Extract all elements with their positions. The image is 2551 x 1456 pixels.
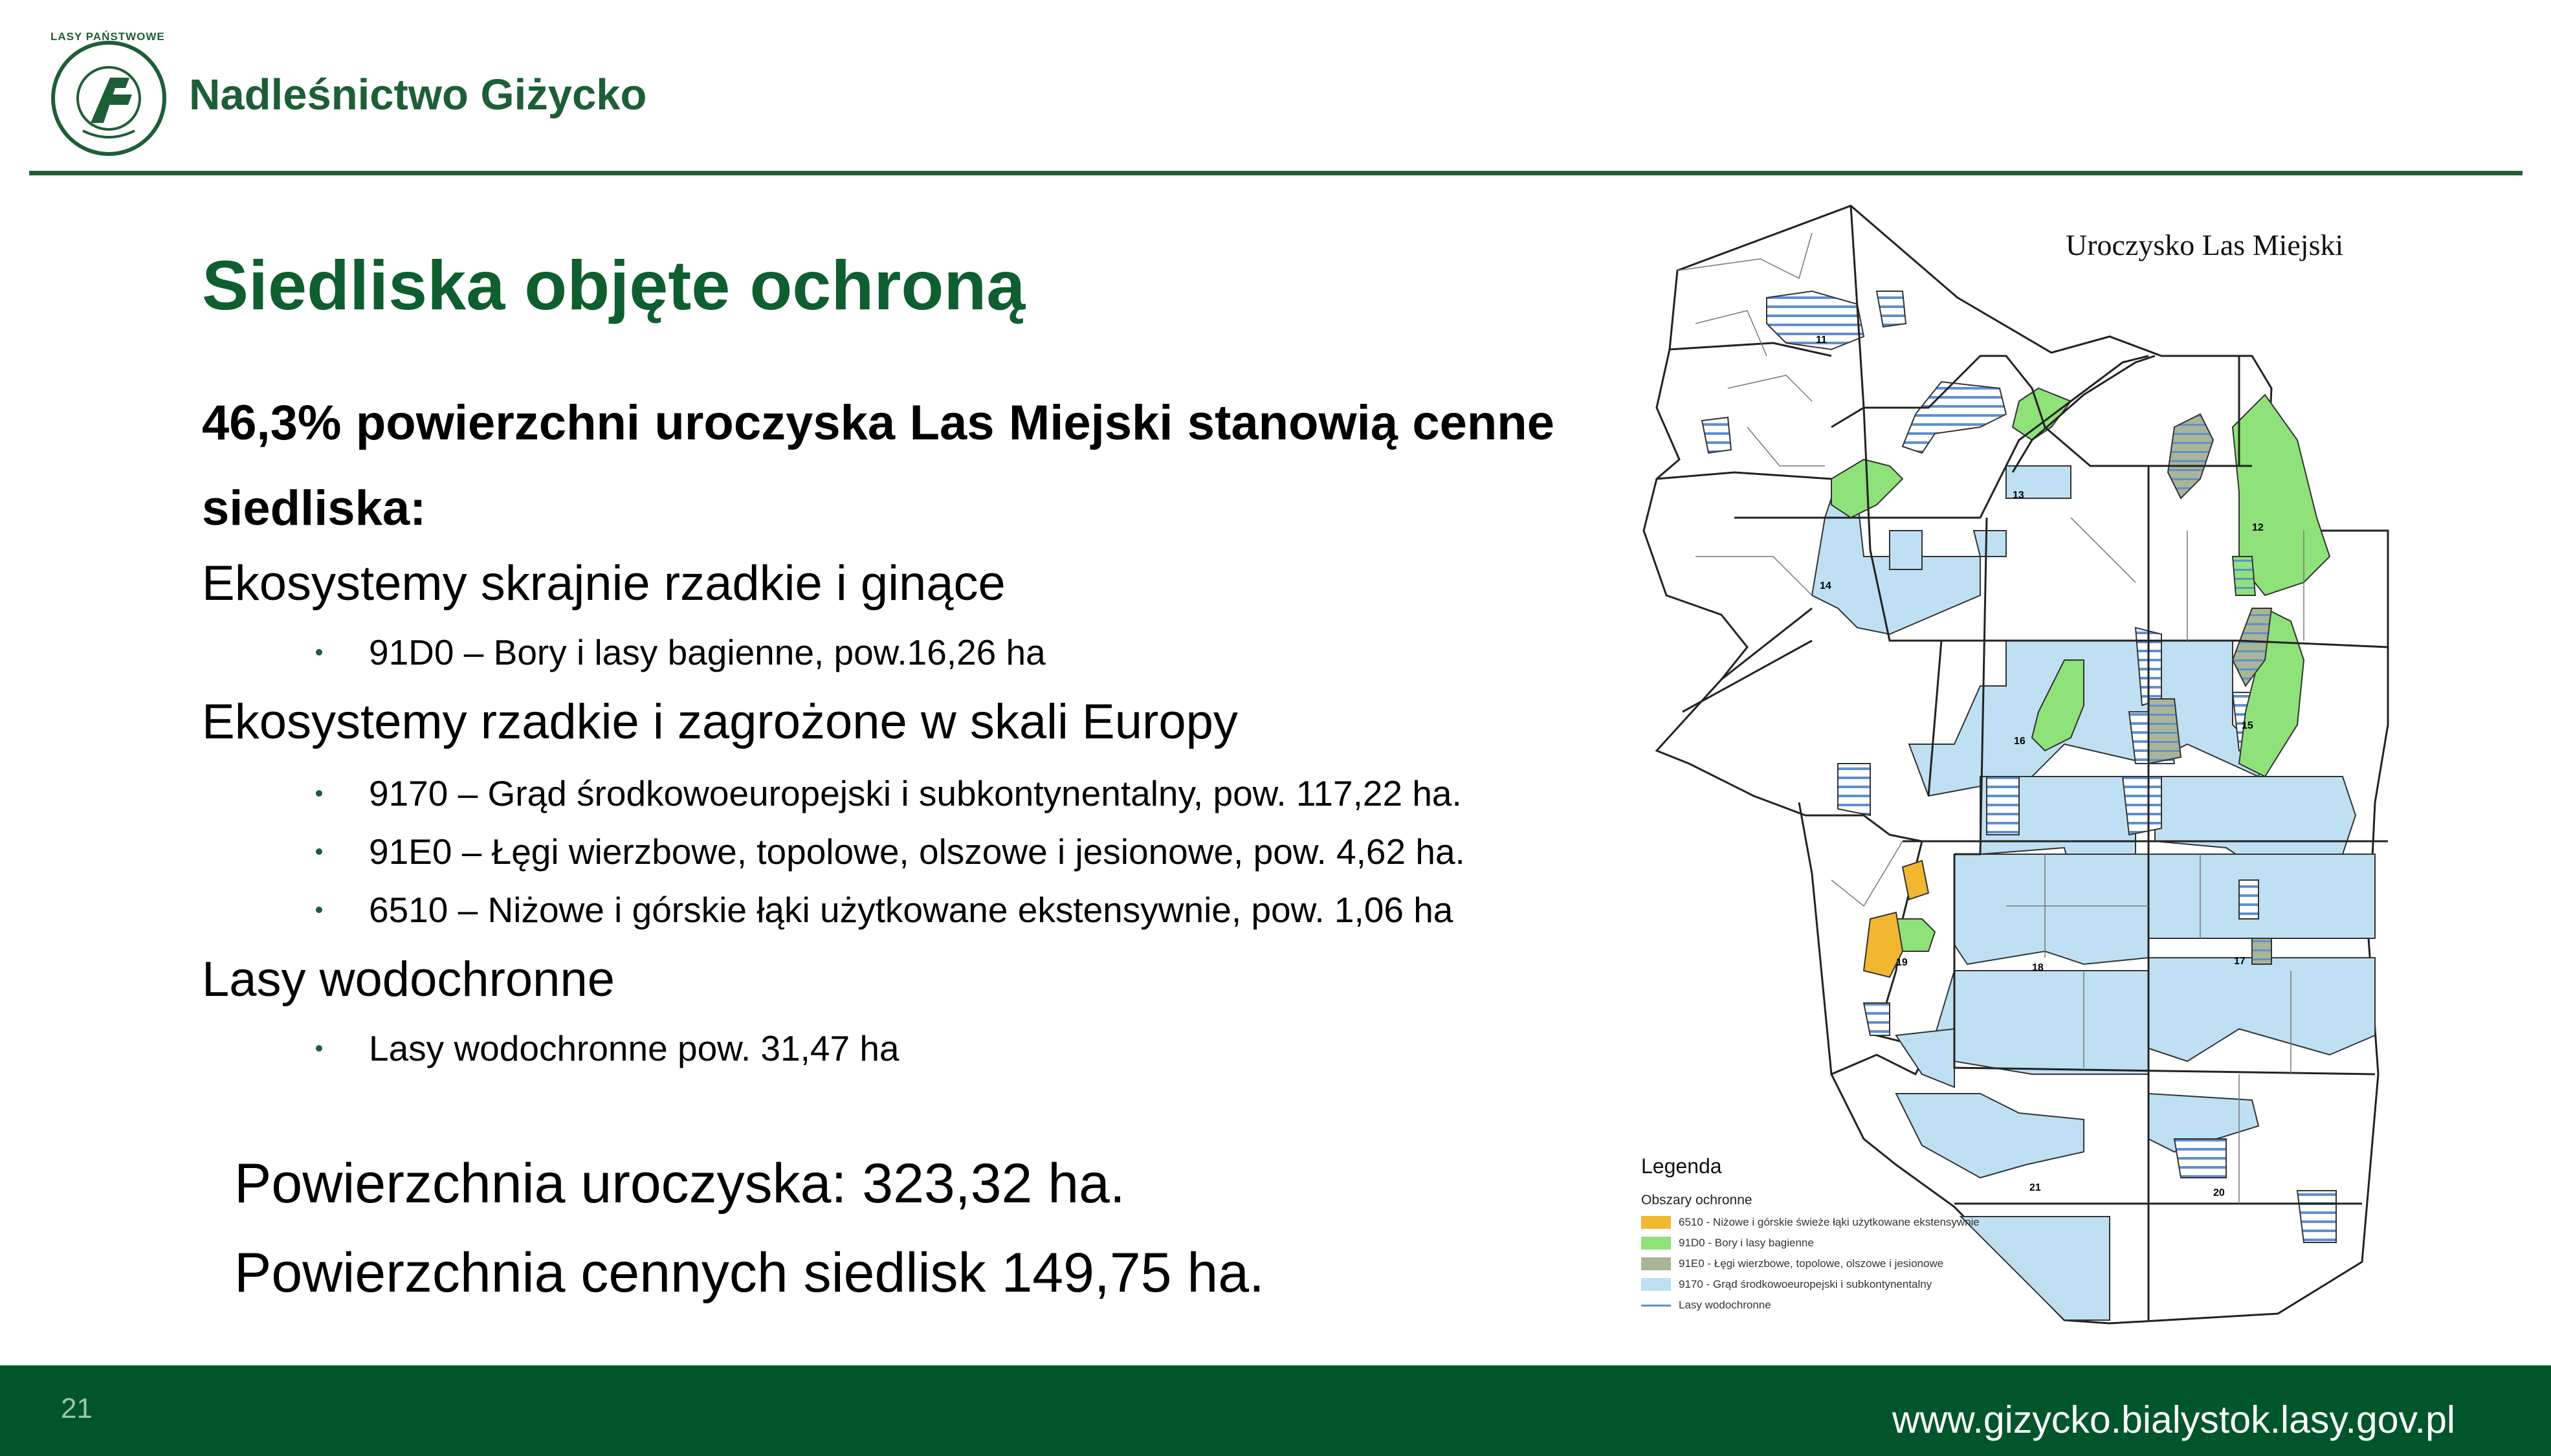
compartment-number: 19 bbox=[1896, 957, 1908, 968]
legend-item bbox=[1641, 1299, 2055, 1312]
logo-text: LASY PAŃSTWOWE bbox=[50, 30, 165, 43]
list-item bbox=[316, 889, 1453, 931]
legend-label: 91D0 - Bory i lasy bagienne bbox=[1679, 1237, 1814, 1249]
list-item bbox=[316, 773, 1462, 814]
legend-swatch-6510 bbox=[1641, 1216, 1671, 1229]
list-item-text: 91D0 – Bory i lasy bagienne, pow.16,26 ha bbox=[369, 632, 1046, 672]
compartment-number: 21 bbox=[2029, 1182, 2041, 1193]
legend-item bbox=[1641, 1278, 2055, 1291]
legend-label: Lasy wodochronne bbox=[1679, 1299, 1771, 1311]
header-divider bbox=[29, 171, 2523, 175]
compartment-number: 14 bbox=[1820, 580, 1831, 591]
legend-swatch-water bbox=[1641, 1305, 1671, 1307]
website-link[interactable]: www.gizycko.bialystok.lasy.gov.pl bbox=[1892, 1398, 2455, 1441]
compartment-number: 20 bbox=[2213, 1187, 2225, 1198]
legend-swatch-9170 bbox=[1641, 1278, 1671, 1291]
section-heading: Ekosystemy skrajnie rzadkie i ginące bbox=[202, 556, 1006, 611]
legend-title: Legenda bbox=[1641, 1154, 1722, 1178]
legend-label: 6510 - Niżowe i górskie świeże łąki użytkowane ekstensywnie bbox=[1679, 1216, 1980, 1228]
compartment-number: 16 bbox=[2014, 736, 2026, 747]
map-title: Uroczysko Las Miejski bbox=[2066, 228, 2344, 261]
bullet-icon bbox=[316, 907, 322, 913]
list-item-text: 91E0 – Łęgi wierzbowe, topolowe, olszowe i jesionowe, pow. 4,62 ha. bbox=[369, 832, 1465, 872]
list-item-text: 6510 – Niżowe i górskie łąki użytkowane ekstensywnie, pow. 1,06 ha bbox=[369, 890, 1453, 930]
bullet-icon bbox=[316, 790, 322, 797]
compartment-number: 13 bbox=[2013, 490, 2024, 501]
compartment-number: 18 bbox=[2032, 962, 2044, 973]
compartment-number: 17 bbox=[2234, 956, 2246, 967]
total-area-text: Powierzchnia uroczyska: 323,32 ha. bbox=[234, 1153, 1125, 1215]
intro-text: 46,3% powierzchni uroczyska Las Miejski stanowią cenne siedliska: bbox=[202, 395, 1554, 536]
lasy-panstwowe-logo bbox=[50, 30, 167, 157]
bullet-icon bbox=[316, 848, 322, 855]
legend-swatch-91E0 bbox=[1641, 1257, 1671, 1270]
section-heading: Lasy wodochronne bbox=[202, 952, 615, 1007]
legend-item bbox=[1641, 1257, 2055, 1270]
legend-label: 9170 - Grąd środkowoeuropejski i subkontynentalny bbox=[1679, 1278, 1932, 1290]
slide-title: Siedliska objęte ochroną bbox=[202, 246, 1026, 324]
legend-item bbox=[1641, 1237, 2055, 1250]
map-legend bbox=[1641, 1154, 2055, 1312]
page-number: 21 bbox=[61, 1393, 93, 1424]
valuable-habitats-area-text: Powierzchnia cennych siedlisk 149,75 ha. bbox=[234, 1242, 1264, 1304]
bullet-icon bbox=[316, 1045, 322, 1052]
list-item-text: Lasy wodochronne pow. 31,47 ha bbox=[369, 1028, 900, 1068]
org-name: Nadleśnictwo Giżycko bbox=[189, 71, 647, 119]
compartment-number: 11 bbox=[1816, 335, 1827, 346]
legend-subtitle: Obszary ochronne bbox=[1641, 1193, 1752, 1208]
section-heading: Ekosystemy rzadkie i zagrożone w skali Europy bbox=[202, 694, 1238, 749]
compartment-number: 12 bbox=[2252, 522, 2264, 533]
list-item bbox=[316, 1028, 900, 1069]
compartment-number: 15 bbox=[2242, 720, 2253, 731]
legend-swatch-91D0 bbox=[1641, 1237, 1671, 1250]
legend-item bbox=[1641, 1216, 2055, 1229]
list-item-text: 9170 – Grąd środkowoeuropejski i subkontynentalny, pow. 117,22 ha. bbox=[369, 773, 1462, 813]
list-item bbox=[316, 632, 1046, 673]
bullet-icon bbox=[316, 649, 322, 656]
legend-label: 91E0 - Łęgi wierzbowe, topolowe, olszowe i jesionowe bbox=[1679, 1257, 1944, 1270]
list-item bbox=[316, 831, 1465, 872]
